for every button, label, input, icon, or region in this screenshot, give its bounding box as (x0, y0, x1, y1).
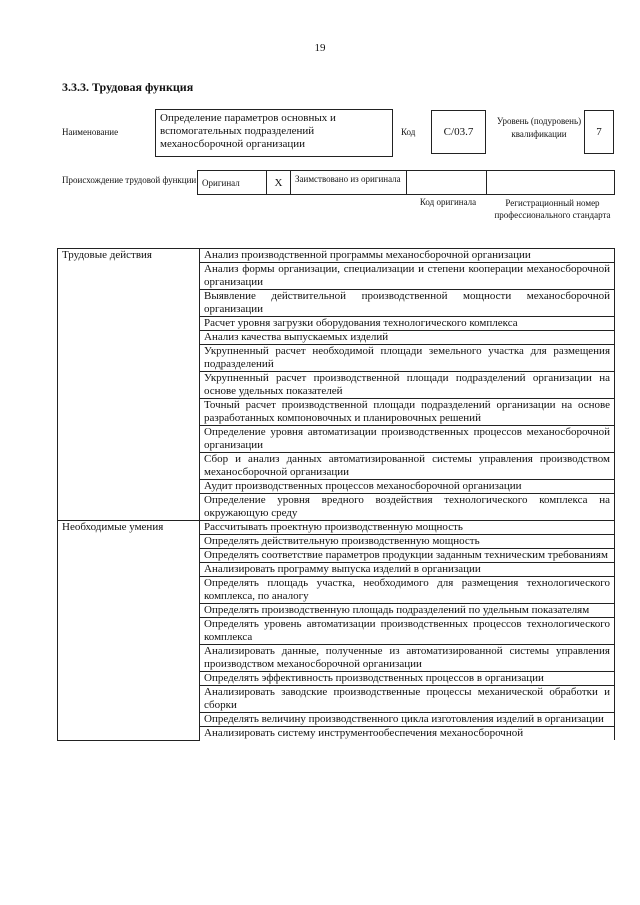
origin-row (197, 170, 615, 195)
list-item: Определение уровня вредного воздействия технологического комплекса на окружающую среду (200, 494, 615, 521)
origin-label: Происхождение трудовой функции (62, 175, 197, 185)
list-item: Определять эффективность производственных процессов в организации (200, 672, 615, 686)
reg-number-caption: Регистрационный номер профессионального стандарта (494, 198, 611, 220)
original-code-caption: Код оригинала (419, 197, 477, 207)
list-item: Определять уровень автоматизации производственных процессов технологического комплекса (200, 618, 615, 645)
requirements-table (57, 248, 615, 741)
list-item: Определять производственную площадь подразделений по удельным показателям (200, 604, 615, 618)
list-item: Определять площадь участка, необходимого для размещения технологического комплекса, по аналогу (200, 577, 615, 604)
page-number: 19 (314, 42, 326, 54)
section-title: 3.3.3. Трудовая функция (62, 80, 194, 94)
section-title-cell: Трудовые действия (58, 249, 200, 521)
level-box: 7 (584, 110, 614, 154)
original-code-cell (407, 171, 487, 194)
list-item: Определять действительную производственную мощность (200, 535, 615, 549)
list-item: Анализ формы организации, специализации и степени кооперации механосборочной организации (200, 263, 615, 290)
list-item: Точный расчет производственной площади подразделений организации на основе разработанных компоновочных и планировочных решений (200, 399, 615, 426)
list-item: Определять соответствие параметров продукции заданным техническим требованиям (200, 549, 615, 563)
list-item: Анализировать программу выпуска изделий в организации (200, 563, 615, 577)
name-label: Наименование (62, 127, 119, 137)
list-item: Определять величину производственного цикла изготовления изделий в организации (200, 713, 615, 727)
list-item: Анализировать данные, полученные из автоматизированной системы управления производством механосборочной организации (200, 645, 615, 672)
borrowed-cell: Заимствовано из оригинала (291, 171, 407, 194)
code-box: С/03.7 (431, 110, 486, 154)
section-title-cell: Необходимые умения (58, 521, 200, 741)
list-item: Анализ производственной программы механосборочной организации (200, 249, 615, 263)
list-item: Определение уровня автоматизации производственных процессов механосборочной организации (200, 426, 615, 453)
original-mark: X (267, 171, 291, 194)
table-row (58, 521, 615, 535)
reg-number-cell (487, 171, 614, 194)
code-label: Код (401, 127, 416, 137)
list-item: Анализировать систему инструментообеспечения механосборочной (200, 727, 615, 741)
level-label: Уровень (подуровень) квалификации (496, 116, 582, 139)
list-item: Рассчитывать проектную производственную мощность (200, 521, 615, 535)
list-item: Расчет уровня загрузки оборудования технологического комплекса (200, 317, 615, 331)
function-name-box: Определение параметров основных и вспомогательных подразделений механосборочной организации (155, 109, 393, 157)
list-item: Аудит производственных процессов механосборочной организации (200, 480, 615, 494)
list-item: Анализировать заводские производственные процессы механической обработки и сборки (200, 686, 615, 713)
list-item: Укрупненный расчет необходимой площади земельного участка для размещения подразделений (200, 345, 615, 372)
list-item: Укрупненный расчет производственной площади подразделений организации на основе удельных показателей (200, 372, 615, 399)
original-cell: Оригинал (198, 171, 267, 194)
list-item: Анализ качества выпускаемых изделий (200, 331, 615, 345)
list-item: Выявление действительной производственной мощности механосборочной организации (200, 290, 615, 317)
table-row (58, 249, 615, 263)
list-item: Сбор и анализ данных автоматизированной системы управления производством механосборочной организации (200, 453, 615, 480)
